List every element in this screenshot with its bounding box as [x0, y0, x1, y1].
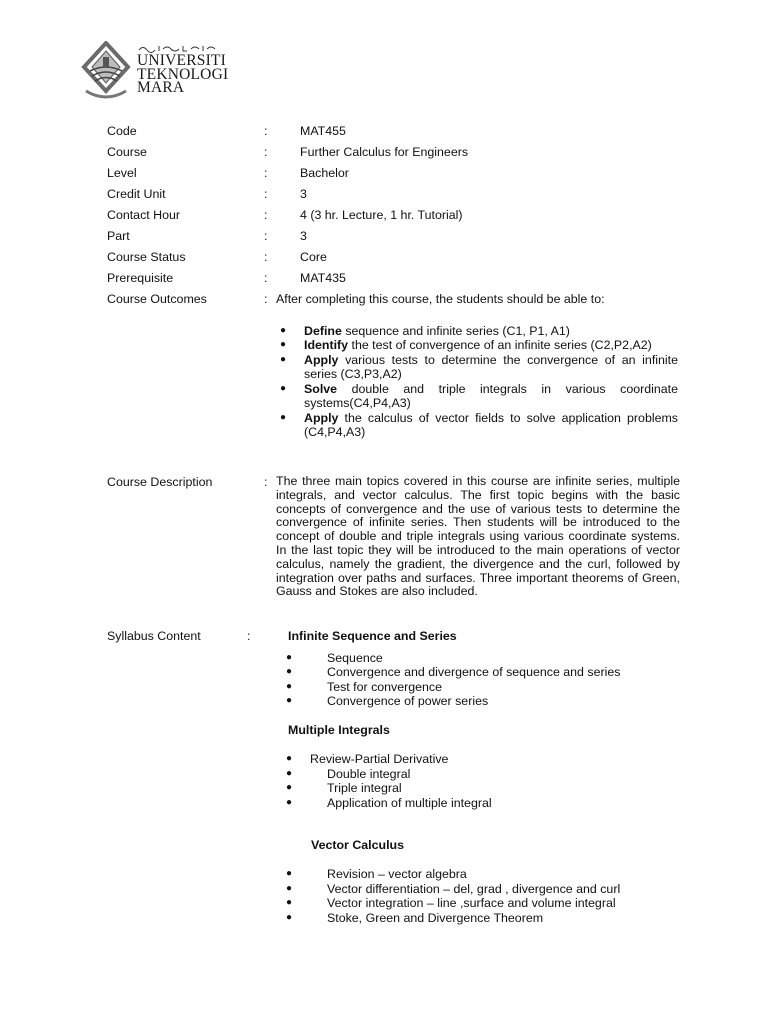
syllabus-item: Revision – vector algebra: [327, 867, 467, 881]
bullet-icon: ●: [280, 383, 287, 394]
field-value-code: MAT455: [300, 124, 346, 138]
outcome-verb: Identify: [304, 338, 349, 352]
outcome-item: [304, 353, 678, 381]
field-value-credit-unit: 3: [300, 187, 307, 201]
field-label-course: Course: [107, 145, 147, 159]
syllabus-item: Vector integration – line ,surface and volume integral: [327, 896, 616, 910]
outcome-item: [304, 382, 678, 410]
syllabus-section-title: Infinite Sequence and Series: [288, 629, 457, 643]
syllabus-item: Vector differentiation – del, grad , divergence and curl: [327, 882, 621, 896]
field-value-prerequisite: MAT435: [300, 271, 346, 285]
field-sep-code: :: [264, 124, 268, 138]
syllabus-item: Sequence: [327, 651, 383, 665]
field-value-part: 3: [300, 229, 307, 243]
outcome-verb: Apply: [304, 411, 339, 425]
field-label-part: Part: [107, 229, 130, 243]
syllabus-section-title: Multiple Integrals: [288, 723, 390, 737]
field-label-contact-hour: Contact Hour: [107, 208, 181, 222]
syllabus-item: Review-Partial Derivative: [310, 752, 449, 766]
syllabus-item: Triple integral: [327, 781, 402, 795]
outcomes-intro: After completing this course, the students should be able to:: [276, 292, 605, 306]
logo-name-line1: UNIVERSITI: [137, 52, 226, 69]
syllabus-item: Stoke, Green and Divergence Theorem: [327, 911, 544, 925]
outcomes-sep: :: [264, 292, 268, 306]
field-label-code: Code: [107, 124, 137, 138]
syllabus-item: Test for convergence: [327, 680, 443, 694]
syllabus-item: Convergence of power series: [327, 694, 489, 708]
syllabus-item: Double integral: [327, 767, 411, 781]
field-sep-level: :: [264, 166, 268, 180]
field-label-prerequisite: Prerequisite: [107, 271, 174, 285]
syllabus-item: Convergence and divergence of sequence and series: [327, 665, 621, 679]
field-sep-prerequisite: :: [264, 271, 268, 285]
field-value-contact-hour: 4 (3 hr. Lecture, 1 hr. Tutorial): [300, 208, 463, 222]
outcome-verb: Define: [304, 324, 342, 338]
bullet-icon: ●: [286, 782, 293, 793]
logo-name-line3: MARA: [137, 79, 185, 96]
field-sep-contact-hour: :: [264, 208, 268, 222]
field-sep-course: :: [264, 145, 268, 159]
outcome-text: the test of convergence of an infinite series (C2,P2,A2): [348, 338, 652, 352]
field-label-level: Level: [107, 166, 137, 180]
bullet-icon: ●: [280, 412, 287, 423]
outcome-text: sequence and infinite series (C1, P1, A1): [341, 324, 570, 338]
syllabus-item: Application of multiple integral: [327, 796, 492, 810]
description-sep: :: [264, 475, 268, 489]
field-label-credit-unit: Credit Unit: [107, 187, 166, 201]
description-text: The three main topics covered in this course are infinite series, multiple integrals, and vector calculus. The first topic begins with the basic concepts of convergence and the use of various tests to determine the convergence of infinite series. Then students will be introduced to the concept of double and triple integrals using various coordinate systems. In the last topic they will be introduced to the main operations of vector calculus, namely the gradient, the divergence and the curl, followed by integration over paths and surfaces. Three important theorems of Green, Gauss and Stokes are also included.: [276, 474, 680, 599]
logo-wordmark: [137, 54, 228, 95]
logo-emblem-icon: [80, 41, 132, 103]
outcome-text: various tests to determine the convergence of an infinite series (C3,P3,A2): [304, 353, 678, 381]
field-label-course-status: Course Status: [107, 250, 186, 264]
outcome-text: double and triple integrals in various coordinate systems(C4,P4,A3): [304, 382, 678, 410]
bullet-icon: ●: [286, 695, 293, 706]
bullet-icon: ●: [286, 912, 293, 923]
outcome-item: [304, 338, 678, 352]
field-value-course: Further Calculus for Engineers: [300, 145, 469, 159]
bullet-icon: ●: [280, 325, 287, 336]
outcomes-label: Course Outcomes: [107, 292, 207, 306]
bullet-icon: ●: [286, 666, 293, 677]
bullet-icon: ●: [280, 339, 287, 350]
outcome-item: [304, 324, 678, 338]
outcome-text: the calculus of vector fields to solve application problems (C4,P4,A3): [304, 411, 678, 439]
bullet-icon: ●: [286, 768, 293, 779]
bullet-icon: ●: [286, 868, 293, 879]
syllabus-label: Syllabus Content: [107, 629, 201, 643]
syllabus-section-title: Vector Calculus: [311, 838, 404, 852]
field-value-course-status: Core: [300, 250, 327, 264]
description-label: Course Description: [107, 475, 213, 489]
bullet-icon: ●: [286, 681, 293, 692]
bullet-icon: ●: [286, 897, 293, 908]
bullet-icon: ●: [286, 883, 293, 894]
field-value-level: Bachelor: [300, 166, 349, 180]
logo-name-line2: TEKNOLOGI: [137, 65, 229, 83]
bullet-icon: ●: [286, 652, 293, 663]
field-sep-part: :: [264, 229, 268, 243]
bullet-icon: ●: [280, 354, 287, 365]
outcome-verb: Apply: [304, 353, 339, 367]
syllabus-sep: :: [247, 629, 251, 643]
outcome-item: [304, 411, 678, 439]
field-sep-credit-unit: :: [264, 187, 268, 201]
outcome-verb: Solve: [304, 382, 338, 396]
bullet-icon: ●: [286, 753, 293, 764]
field-sep-course-status: :: [264, 250, 268, 264]
bullet-icon: ●: [286, 797, 293, 808]
